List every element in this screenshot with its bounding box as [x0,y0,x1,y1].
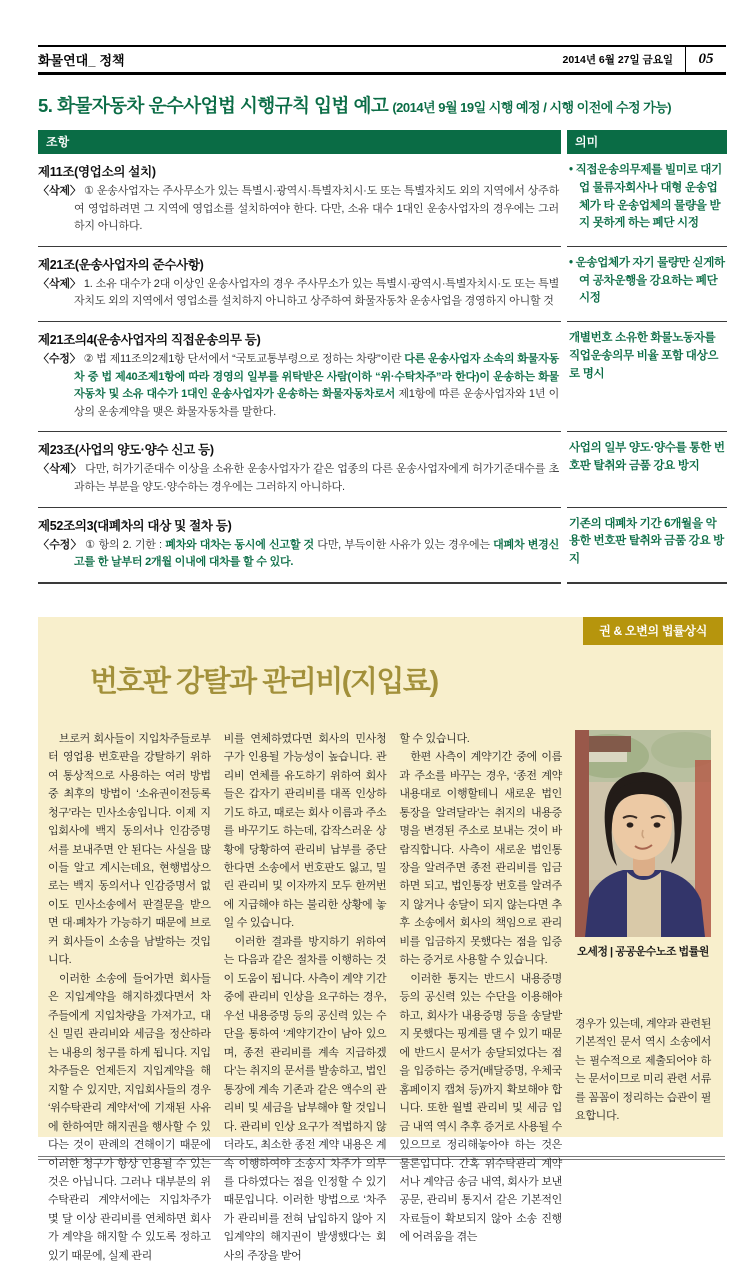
provision-article: 제11조(영업소의 설치) [38,165,156,179]
feature-badge: 권 & 오변의 법률상식 [583,617,723,645]
feature-column-4 [575,1015,711,1126]
meaning-text: • 운송업체가 자기 물량만 싣게하여 공차운행을 강요하는 폐단 시정 [569,256,725,305]
law-table-header-meaning: 의미 [567,130,727,154]
page-number: 05 [698,51,714,67]
feature-column-1 [48,730,211,1265]
provision-article: 제21조의4(운송사업자의 직접운송의무 등) [38,332,261,347]
provision-cell [38,508,561,584]
provision-cell [38,247,561,322]
legal-advice-feature [38,617,723,1262]
article-title-main: 5. 화물자동차 운수사업법 시행규칙 입법 예고 [38,95,389,116]
meaning-cell [567,154,727,247]
paragraph: 이러한 통지는 반드시 내용증명 등의 공신력 있는 수단을 이용해야 하고, 회사가 내용증명 등을 송달받지 못했다는 핑계를 댈 수 있기 때문에 반드시 문서가 송달되었다는 점을 입증하는 증거(배달증명, 우체국 홈페이지 캡쳐 등)까지 확보해야 합니다. 또한 월별 관리비 및 세금 입금 내역 역시 추후 증거로 사용될 수 있으므로 정리해놓아야 하는 것은 물론입니다. 간혹 위수탁관리 계약서나 계약금 송금 내역, 회사가 보낸 공문, 관리비 통지서 같은 기본적인 자료들이 확보되지 않아 소송 진행에 어려움을 겪는 [399,972,563,1244]
masthead-brand: 화물연대_ [38,53,96,68]
meaning-cell [567,432,727,507]
feature-column-3 [399,730,562,1265]
author-photo-column [575,730,711,1265]
author-photo [575,730,711,937]
provision-body: 〈삭제〉 1. 소유 대수가 2대 이상인 운송사업자의 경우 주사무소가 있는 특별시·광역시·특별자치시·도 또는 특별자치도 외의 지역에서 영업소를 설치하지 아니하고 상주하여 화물자동차 운송사업을 경영하지 아니할 것 [38,277,559,308]
paragraph: 브로커 회사들이 지입차주들로부터 영업용 번호판을 강탈하기 위하여 통상적으로 사용하는 여러 방법 중 최후의 방법이 ‘소유권이전등록청구’라는 민사소송입니다. 이제 지입회사에 백지 동의서나 인감증명서를 보내주면 안 된다는 사실을 많이들 알고 계시는데요, 현행법상으로는 백지 동의서나 인감증명서 없이도 민사소송에서 판결문을 받으면 대·폐차가 가능하기 때문에 브로커 회사들이 소송을 남발하는 것입니다. [48,732,211,967]
meaning-cell [567,322,727,432]
table-row [38,508,727,584]
paragraph: 비를 연체하였다면 회사의 민사청구가 인용될 가능성이 높습니다. 관리비 연체를 유도하기 위하여 회사들은 갑자기 관리비를 대폭 인상하기도 하고, 때로는 회사 이름과 주소를 바꾸기도 하는데, 갑작스러운 상황에 당황하여 관리비 납부를 중단한다면 소송에서 번호판도 잃고, 밀린 관리비 및 이자까지 모두 한꺼번에 지급해야 하는 불리한 상황에 놓일 수 있습니다. [223,732,387,930]
table-row [38,154,727,247]
meaning-text: 개별번호 소유한 화물노동자를 직업운송의무 비율 포함 대상으로 명시 [569,331,719,380]
meaning-cell [567,508,727,584]
paragraph: 경우가 있는데, 계약과 관련된 기본적인 문서 역시 소송에서는 필수적으로 제출되어야 하는 문서이므로 미리 관련 서류를 꼼꼼이 정리하는 습관이 필요합니다. [575,1017,712,1123]
law-table-header-provision: 조항 [38,130,561,154]
meaning-text: 사업의 일부 양도·양수를 통한 번호판 탈취와 금품 강요 방지 [569,442,725,473]
provision-body: 〈삭제〉 ① 운송사업자는 주사무소가 있는 특별시·광역시·특별자치시·도 또는 특별자치도 외의 지역에서 상주하여 영업하려면 그 지역에 영업소를 설치하여야 한다. 다만, 소유 대수 1대인 운송사업자의 경우에는 그러하지 아니하다. [38,185,559,233]
author-photo-illustration [575,730,711,937]
provision-article: 제21조(운송사업자의 준수사항) [38,257,204,272]
author-photo-caption: 오세정 | 공공운수노조 법률원 [577,945,709,958]
provision-body: 〈수정〉 ① 항의 2. 기한 : 폐차와 대차는 동시에 신고할 것 다만, 부득이한 사유가 있는 경우에는 대폐차 변경신고를 한 날부터 2개월 이내에 대차를 할 수 있다. [38,538,559,569]
article-title-sub: (2014년 9월 19일 시행 예정 / 시행 이전에 수정 가능) [392,100,672,115]
article-title [38,92,726,118]
feature-headline: 번호판 강탈과 관리비(지입료) [90,665,438,698]
provision-cell [38,322,561,432]
masthead-section-title [38,47,563,72]
provision-body: 〈삭제〉 다만, 허가기준대수 이상을 소유한 운송사업자가 같은 업종의 다른 운송사업자에게 허가기준대수를 초과하는 부분을 양도·양수하는 경우에는 그러하지 아니하다. [38,463,560,493]
table-row [38,432,727,507]
paragraph: 이러한 결과를 방지하기 위하여는 다음과 같은 절차를 이행하는 것이 도움이 됩니다. 사측이 계약 기간 중에 관리비 인상을 요구하는 경우, 우선 내용증명 등의 공신력 있는 수단을 통하여 ‘계약기간이 남아 있으며, 종전 관리비를 계속 지급하겠다’는 취지의 문서를 발송하고, 법인 통장에 계속 기존과 같은 액수의 관리비 및 세금을 납부해야 할 것입니다. 관리비 인상 요구가 적법하지 않더라도, 최소한 종전 계약 내용은 계속 이행하여야 소송시 차주가 의무를 다하였다는 점을 인정할 수 있기 때문입니다. 이러한 방법으로 ‘차주가 관리비를 전혀 납입하지 않아 지입계약의 해지권이 발생했다’는 회사의 주장을 받어 [223,935,387,1262]
table-row [38,322,727,432]
provision-article: 제23조(사업의 양도·양수 신고 등) [38,443,214,458]
masthead-date: 2014년 6월 27일 금요일 [562,54,673,66]
law-table-header [38,130,727,154]
paragraph: 할 수 있습니다. [399,732,470,745]
feature-columns [38,700,723,1265]
masthead-section: 정책 [99,53,125,68]
paragraph: 한편 사측이 계약기간 중에 이름과 주소를 바꾸는 경우, ‘종전 계약 내용대로 이행할테니 새로운 법인통장을 알려달라’는 취지의 내용증명을 변경된 주소로 보내는 것이 바람직합니다. 사측이 새로운 법인통장을 알려주면 종전 관리비를 입금하면 되고, 법인통장 번호를 알려주지 않거나 송달이 되지 않는다면 추후 소송에서 회사의 책임으로 관리비를 입금하지 못했다는 점을 입증하는 증거로 사용할 수 있습니다. [399,751,563,967]
meaning-text: • 직접운송의무제를 빌미로 대기업 물류자회사나 대형 운송업체가 타 운송업체의 물량을 받지 못하게 하는 폐단 시정 [569,164,722,230]
paragraph: 이러한 소송에 들어가면 회사들은 지입계약을 해지하겠다면서 차주들에게 지입차량을 가져가고, 대신 밀린 관리비와 세금을 정산하라는 내용의 청구를 하게 됩니다. 지입차주들은 언제든지 지입계약을 해지할 수 있지만, 지입회사들의 경우 ‘위수탁관리 계약서’에 기재된 사유에 한하여만 해지권을 행사할 수 있다는 것이 판례의 견해이기 때문에 이러한 청구가 항상 인용될 수 있는 것은 아닙니다. 그러나 대부분의 위수탁관리 계약서에는 지입차주가 몇 달 이상 관리비를 연체하면 회사가 계약을 해지할 수 있도록 정하고 있기 때문에, 실제 관리 [48,972,211,1262]
provision-cell [38,154,561,247]
feature-column-2 [224,730,387,1265]
meaning-cell [567,247,727,322]
law-table [38,130,727,584]
table-row [38,247,727,322]
meaning-text: 기존의 대폐차 기간 6개월을 악용한 번호판 탈취와 금품 강요 방지 [569,517,724,566]
provision-cell [38,432,561,507]
provision-body: 〈수정〉 ② 법 제11조의2제1항 단서에서 “국토교통부령으로 정하는 차량”이란 다른 운송사업자 소속의 화물자동차 중 법 제40조제1항에 따라 경영의 일부를 위탁받은 사람(이하 “위·수탁차주”라 한다)이 운송하는 화물자동차 및 소유 대수가 1대인 운송사업자가 운송하는 화물자동차로서 제1항에 따른 운송사업자와 1년 이상의 운송계약을 맺은 화물자동차를 말한다. [38,352,559,418]
masthead [38,45,726,75]
provision-article: 제52조의3(대폐차의 대상 및 절차 등) [38,518,232,533]
